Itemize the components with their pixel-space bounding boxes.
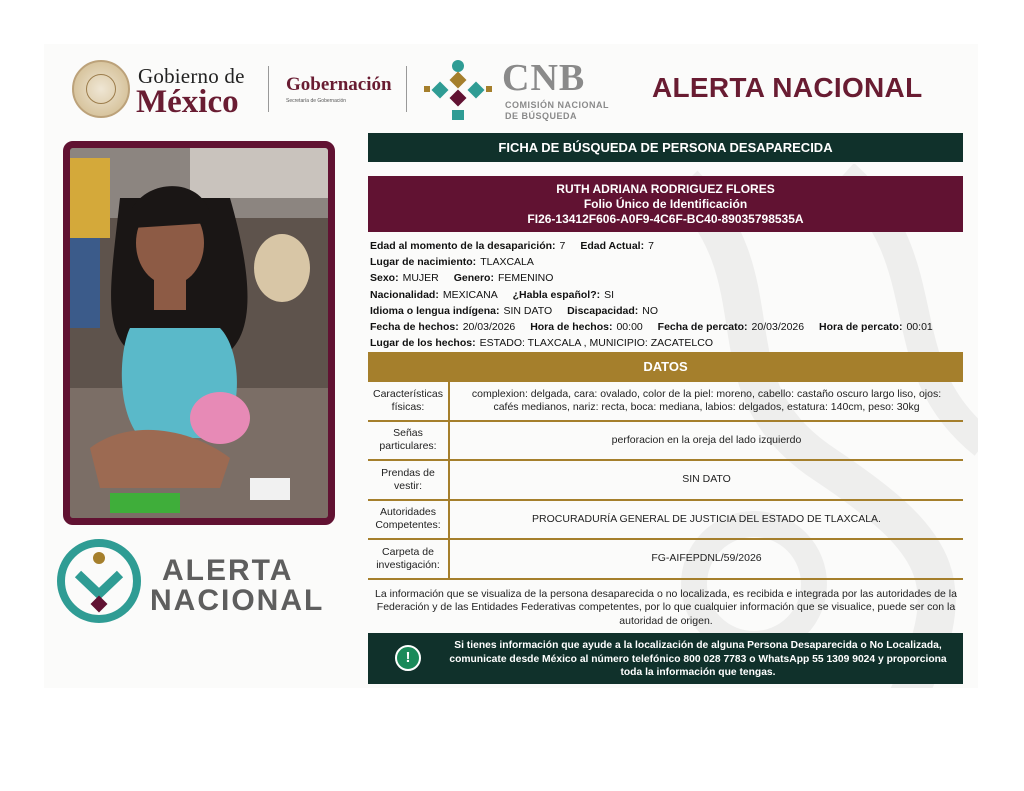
exclamation-icon: !	[395, 645, 421, 671]
table-value-cell: SIN DATO	[682, 473, 731, 486]
alerta-wordmark-line1: ALERTA	[162, 554, 294, 587]
info-row-edad	[370, 238, 970, 254]
lugar-nac-value: TLAXCALA	[480, 256, 534, 269]
cnb-sub-line2: DE BÚSQUEDA	[505, 111, 578, 121]
ficha-title-bar: FICHA DE BÚSQUEDA DE PERSONA DESAPARECIDA	[368, 133, 963, 162]
info-row-sexo	[370, 270, 970, 286]
table-row	[368, 501, 963, 541]
table-value-cell: FG-AIFEPDNL/59/2026	[651, 552, 762, 565]
edad-desap-value: 7	[559, 240, 566, 252]
table-row	[368, 382, 963, 422]
info-row-fechas	[370, 319, 970, 335]
table-value-cell: PROCURADURÍA GENERAL DE JUSTICIA DEL ESTADO DE TLAXCALA.	[532, 512, 881, 525]
gobierno-de-mexico-logo	[72, 58, 272, 122]
idioma-label: Idioma o lengua indígena:	[370, 304, 500, 317]
discapacidad-value: NO	[642, 304, 659, 317]
cnb-emblem-icon	[422, 56, 494, 124]
cnb-sub-line1: COMISIÓN NACIONAL	[505, 100, 609, 110]
table-row	[368, 422, 963, 462]
sexo-value: MUJER	[402, 272, 439, 285]
hora-hechos-value: 00:00	[616, 321, 643, 334]
idioma-value: SIN DATO	[503, 304, 553, 317]
alerta-nacional-emblem-icon	[56, 538, 142, 624]
nacionalidad-value: MEXICANA	[442, 288, 498, 301]
table-row	[368, 461, 963, 501]
disclaimer-text: La información que se visualiza de la persona desaparecida o no localizada, es recibida e integrada por las autoridades de la Federación y de las Entidades Federativas competentes, por lo que cualquier información que se visualice, puede ser con la autoridad de origen.	[375, 588, 957, 627]
sexo-label: Sexo:	[370, 272, 399, 285]
contact-footer	[368, 633, 963, 684]
datos-table	[368, 382, 963, 580]
table-value-cell: complexion: delgada, cara: ovalado, color de la piel: moreno, cabello: castaño oscuro largo liso, ojos: cafés medianos, nariz: recta, boca: mediana, labios: delgados, estatura: 140cm, peso: 30kg	[471, 387, 942, 413]
person-name-bar	[368, 176, 963, 232]
folio-label: Folio Único de Identificación	[583, 197, 748, 211]
contact-text: Si tienes información que ayude a la localización de alguna Persona Desaparecida o No Localizada, comunicate desde México al número telefónico 800 028 7783 o WhatsApp 55 1309 9024 y proporciona toda la información que tengas.	[449, 640, 947, 678]
info-row-nacionalidad	[370, 287, 970, 303]
alerta-nacional-title: ALERTA NACIONAL	[652, 72, 923, 103]
hora-percato-value: 00:01	[906, 321, 933, 334]
divider	[406, 66, 407, 112]
gobernacion-logo: Gobernación	[286, 74, 392, 95]
table-label-cell: Señas particulares:	[368, 422, 450, 460]
alerta-wordmark-line2: NACIONAL	[150, 584, 325, 617]
edad-desap-label: Edad al momento de la desaparición:	[370, 240, 556, 252]
divider	[268, 66, 269, 112]
fecha-hechos-value: 20/03/2026	[462, 321, 516, 334]
lugar-hechos-value: ESTADO: TLAXCALA , MUNICIPIO: ZACATELCO	[479, 337, 713, 350]
lugar-nac-label: Lugar de nacimiento:	[370, 256, 477, 269]
info-row-idioma	[370, 303, 970, 319]
cnb-subtitle	[505, 100, 609, 122]
genero-value: FEMENINO	[497, 272, 554, 285]
discapacidad-label: Discapacidad:	[567, 304, 639, 317]
genero-label: Genero:	[453, 272, 494, 285]
table-label-cell: Autoridades Competentes:	[368, 501, 450, 539]
gobierno-line2: México	[136, 84, 239, 120]
fecha-hechos-label: Fecha de hechos:	[370, 321, 459, 334]
person-name: RUTH ADRIANA RODRIGUEZ FLORES	[556, 182, 775, 196]
lugar-hechos-label: Lugar de los hechos:	[370, 337, 476, 350]
person-photo-illustration	[70, 148, 328, 518]
table-row	[368, 540, 963, 580]
nacionalidad-label: Nacionalidad:	[370, 288, 439, 301]
alerta-nacional-wordmark	[150, 556, 324, 616]
person-photo	[63, 141, 335, 525]
folio-value: FI26-13412F606-A0F9-4C6F-BC40-89035798535A	[527, 212, 804, 226]
edad-actual-label: Edad Actual:	[580, 240, 645, 252]
table-label-cell: Características físicas:	[368, 382, 450, 420]
edad-actual-value: 7	[648, 240, 654, 252]
header	[72, 56, 932, 124]
hora-percato-label: Hora de percato:	[819, 321, 903, 334]
cnb-acronym: CNB	[502, 57, 586, 99]
table-label-cell: Prendas de vestir:	[368, 461, 450, 499]
table-label-cell: Carpeta de investigación:	[368, 540, 450, 578]
person-info	[370, 238, 970, 351]
table-value-cell: perforacion en la oreja del lado izquierdo	[611, 433, 802, 446]
gobernacion-sub: Secretaría de Gobernación	[286, 98, 347, 104]
habla-label: ¿Habla español?:	[512, 288, 601, 301]
fecha-percato-value: 20/03/2026	[751, 321, 805, 334]
national-seal-icon	[72, 60, 130, 118]
info-row-lugar-nac	[370, 254, 970, 270]
gobierno-line1: Gobierno de	[138, 64, 245, 88]
habla-value: SI	[604, 288, 615, 301]
hora-hechos-label: Hora de hechos:	[530, 321, 613, 334]
datos-title-bar: DATOS	[368, 352, 963, 382]
info-row-lugar-hechos	[370, 335, 970, 351]
fecha-percato-label: Fecha de percato:	[657, 321, 748, 334]
